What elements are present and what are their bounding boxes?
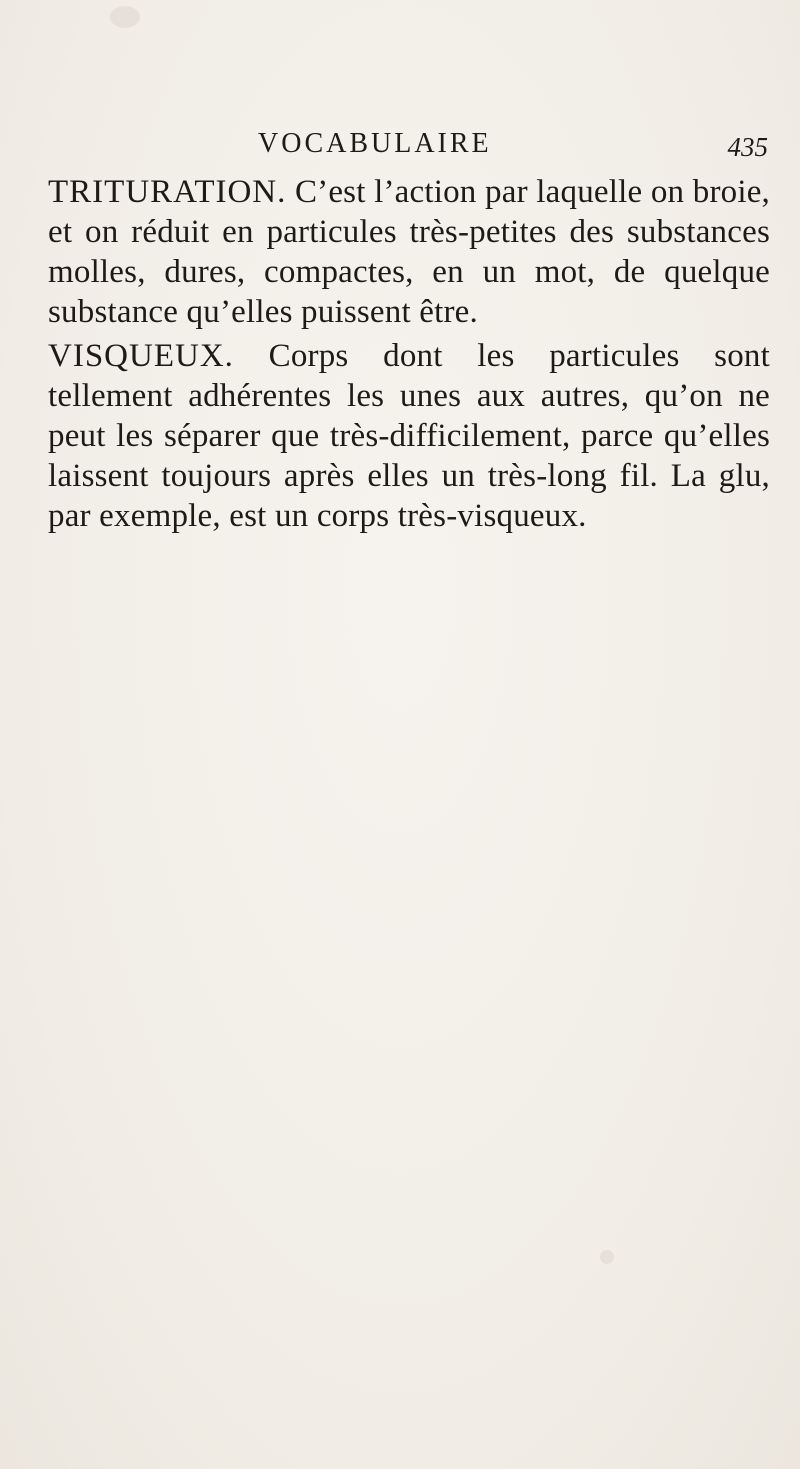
page-number: 435 <box>727 132 768 162</box>
vocabulary-entries <box>48 172 770 540</box>
running-head <box>258 128 768 168</box>
entry-definition: C’est l’action par laquelle on broie, et on réduit en particules très-petites des substances molles, dures, compactes, en un mot, de quelque substance qu’elles puissent être. <box>48 174 771 330</box>
header-title: VOCABULAIRE <box>258 128 492 159</box>
entry-term: TRITURATION. <box>48 174 287 210</box>
paper-stain <box>600 1250 614 1264</box>
entry-term: VISQUEUX. <box>48 338 234 374</box>
entry-trituration <box>48 172 770 332</box>
entry-visqueux <box>48 336 770 536</box>
paper-stain <box>110 6 140 28</box>
entry-definition: Corps dont les particules sont tellement adhérentes les unes aux autres, qu’on ne peut les séparer que très-difficilement, parce qu’elles laissent toujours après elles un très-long fil. La glu, par exemple, est un corps très-visqueux. <box>48 338 770 534</box>
